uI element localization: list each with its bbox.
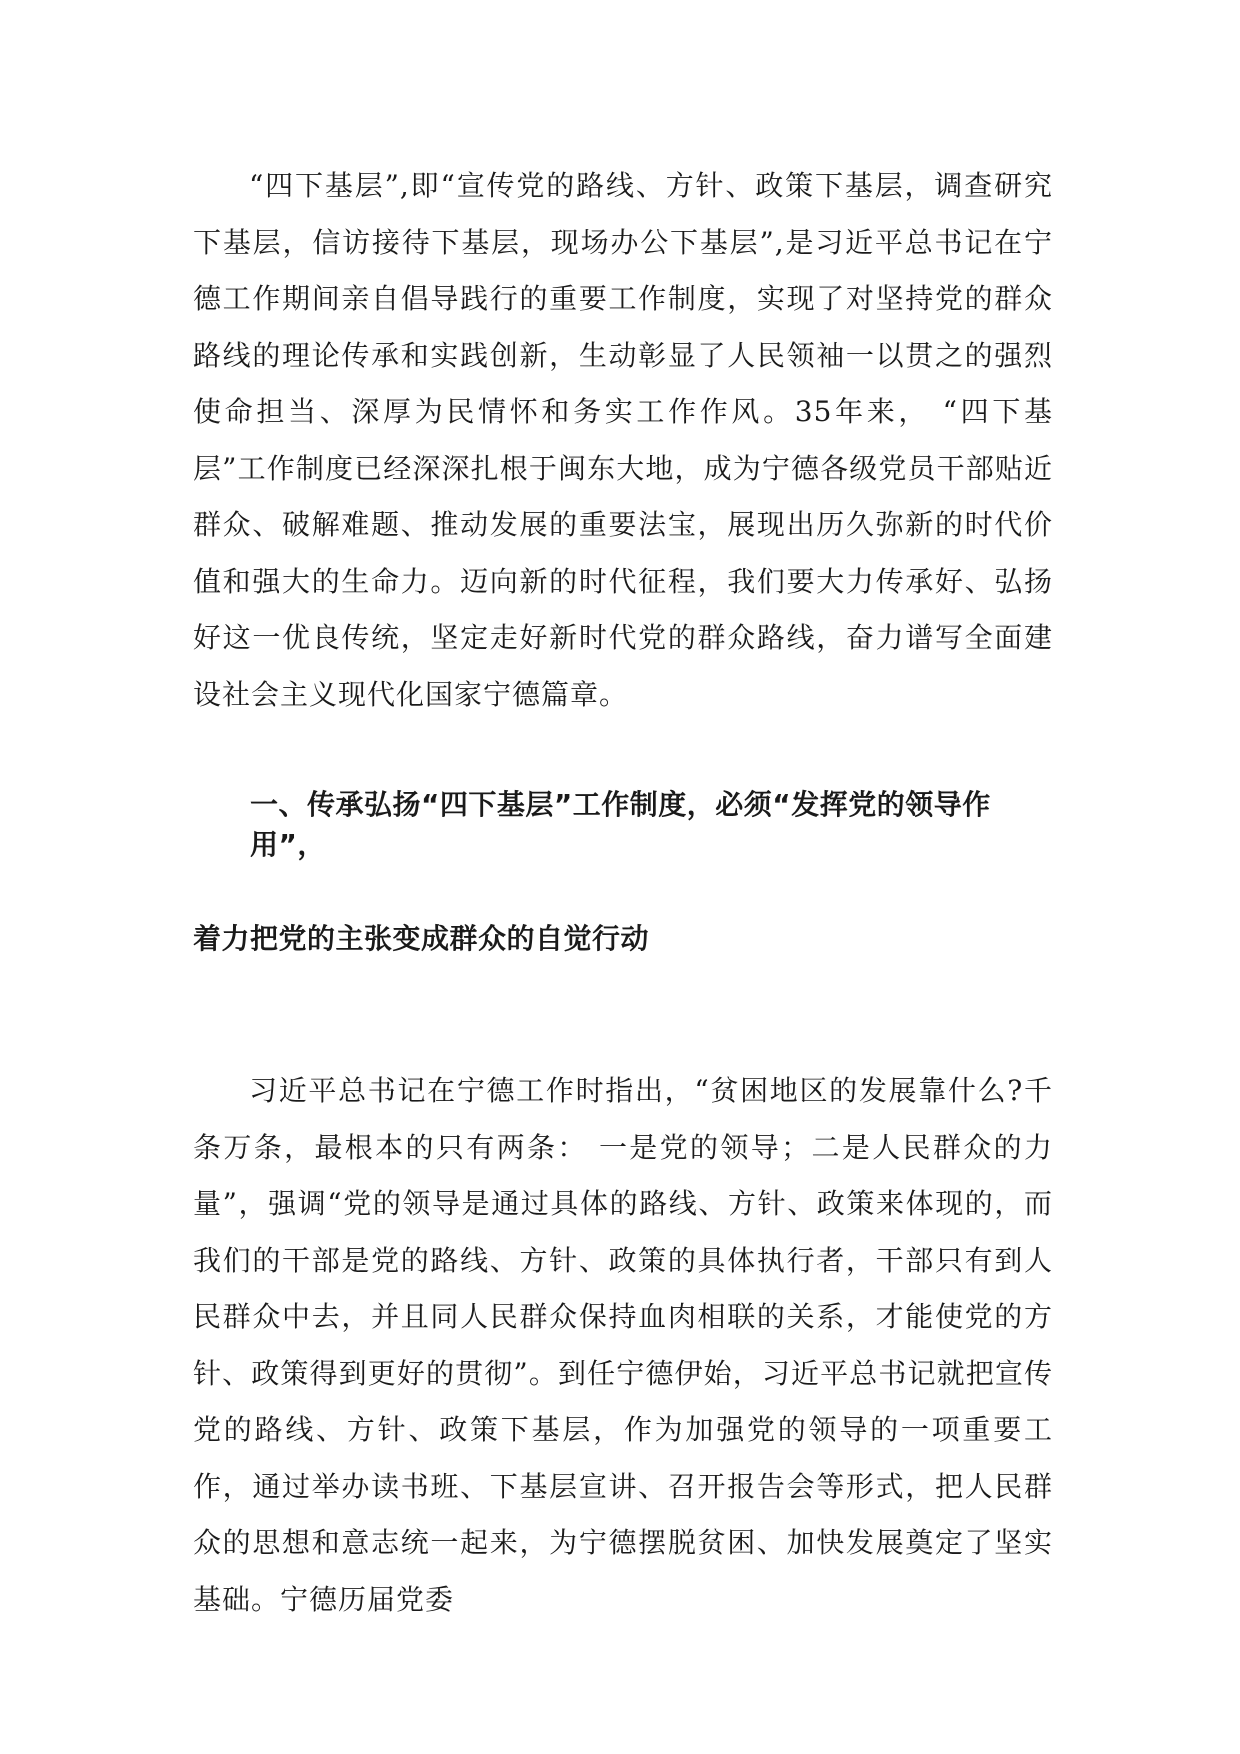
- intro-paragraph: “四下基层”,即“宣传党的路线、方针、政策下基层，调查研究下基层，信访接待下基层，现场办公下基层”,是习近平总书记在宁德工作期间亲自倡导践行的重要工作制度，实现了对坚持党的群众路线的理论传承和实践创新，生动彰显了人民领袖一以贯之的强烈使命担当、深厚为民情怀和务实工作作风。35年来， “四下基层”工作制度已经深深扎根于闽东大地，成为宁德各级党员干部贴近群众、破解难题、推动发展的重要法宝，展现出历久弥新的时代价值和强大的生命力。迈向新的时代征程，我们要大力传承好、弘扬好这一优良传统，坚定走好新时代党的群众路线，奋力谱写全面建设社会主义现代化国家宁德篇章。: [193, 169, 1053, 711]
- section-heading-line-1: 一、传承弘扬“四下基层”工作制度，必须“发挥党的领导作用”，: [250, 788, 991, 861]
- section-heading-line-2: 着力把党的主张变成群众的自觉行动: [193, 922, 650, 955]
- section-paragraph: 习近平总书记在宁德工作时指出，“贫困地区的发展靠什么?千条万条，最根本的只有两条： 一是党的领导；二是人民群众的力量”，强调“党的领导是通过具体的路线、方针、政策来体现的，而我们的干部是党的路线、方针、政策的具体执行者，干部只有到人民群众中去，并且同人民群众保持血肉相联的关系，才能使党的方针、政策得到更好的贯彻”。到任宁德伊始，习近平总书记就把宣传党的路线、方针、政策下基层，作为加强党的领导的一项重要工作，通过举办读书班、下基层宣讲、召开报告会等形式，把人民群众的思想和意志统一起来，为宁德摆脱贫困、加快发展奠定了坚实基础。宁德历届党委: [193, 1074, 1053, 1616]
